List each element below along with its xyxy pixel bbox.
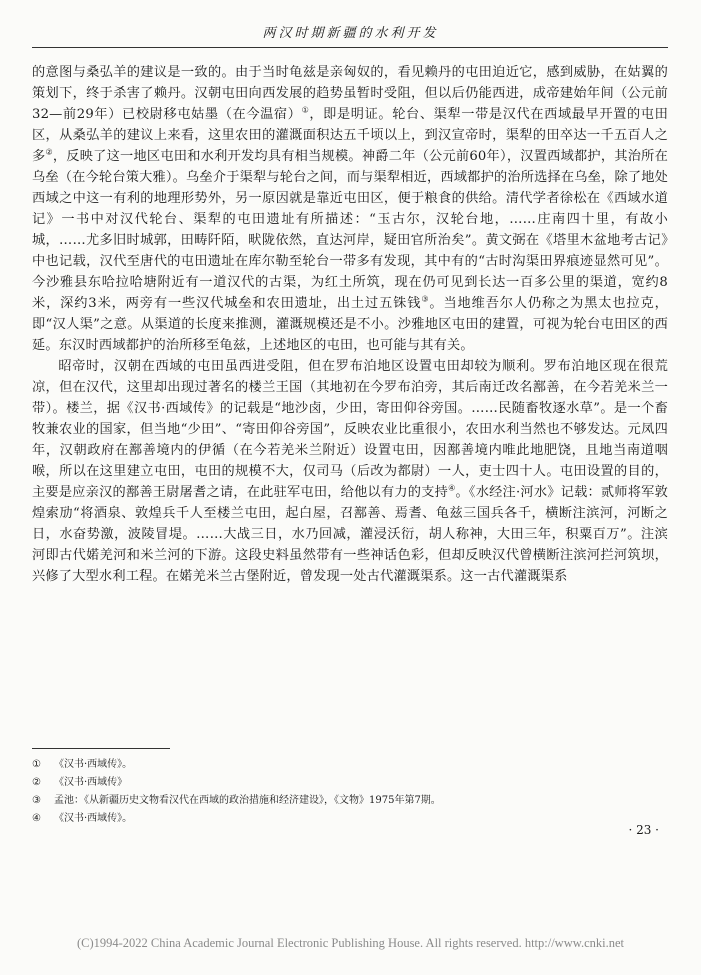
article-body (32, 62, 668, 587)
paragraph-1 (32, 62, 668, 356)
footnote-mark: ③ (32, 795, 41, 806)
paragraph-text: ，即是明证。轮台、渠犁一带是汉代在西域最早开置的屯田区，从桑弘羊的建议上来看，这里农田的灌溉面积达五千顷以上，到汉宣帝时，渠犁的田卒达一千五百人之多 (32, 107, 668, 164)
paragraph-text: ，反映了这一地区屯田和水利开发均具有相当规模。神爵二年（公元前60年），汉置西域都护，其治所在乌垒（在今轮台策大雅）。乌垒介于渠犁与轮台之间，而与渠犁相近，西域都护的治所选择在乌垒，除了地处西域之中这一有利的地理形势外，另一原因就是靠近屯田区，便于粮食的供给。清代学者徐松在《西域水道记》一书中对汉代轮台、渠犁的屯田遗址有所描述：“玉古尔，汉轮台地，……庄南四十里，有故小城，……尤多旧时城郭，田畴阡陌，畎陇依然，直达河岸，疑田官所治矣”。黄文弼在《塔里木盆地考古记》中也记载，汉代至唐代的屯田遗址在库尔勒至轮台一带多有发现，其中有的“古时沟渠田界痕迹显然可见”。今沙雅县东哈拉哈塘附近有一道汉代的古渠，为红土所筑，现在仍可见到长达一百多公里的渠道，宽约8米，深约3米，两旁有一些汉代城垒和农田遗址，出土过五铢钱 (32, 149, 668, 311)
footnote-rule (32, 748, 170, 749)
footnote-ref-3[interactable]: ③ (421, 294, 430, 304)
footnotes (32, 756, 668, 828)
footnote-mark: ② (32, 777, 41, 788)
copyright-watermark: (C)1994-2022 China Academic Journal Electronic Publishing House. All rights reserved. http://www.cnki.net (76, 936, 624, 950)
footnote-text: 《汉书·西域传》 (54, 777, 128, 788)
footnote-mark: ④ (32, 813, 41, 824)
footnote-text: 孟池：《从新疆历史文物看汉代在西域的政治措施和经济建设》，《文物》1975年第7期。 (54, 795, 441, 806)
header-rule (32, 47, 668, 48)
footnote-text: 《汉书·西域传》。 (54, 759, 133, 770)
footnote-mark: ① (32, 759, 41, 770)
footnote-ref-4[interactable]: ④ (448, 483, 456, 493)
footnote-2 (32, 774, 668, 792)
footnote-ref-2[interactable]: ② (45, 147, 53, 157)
paragraph-text: 的意图与桑弘羊的建议是一致的。由于当时龟兹是亲匈奴的，看见赖丹的屯田迫近它，感到威胁，在姑翼的策划下，终于杀害了赖丹。汉朝屯田向西发展的趋势虽暂时受阻，但以后仍能西进，成帝建始年间（公元前32—前29年）已校尉移屯姑墨（在今温宿） (32, 65, 668, 122)
footnote-3 (32, 792, 668, 810)
footnote-text: 《汉书·西域传》。 (54, 813, 133, 824)
footnote-4 (32, 810, 668, 828)
page-number: · 23 · (628, 823, 659, 837)
footnote-1 (32, 756, 668, 774)
paragraph-2 (32, 356, 668, 587)
footnote-ref-1[interactable]: ① (301, 105, 310, 115)
running-header: 两汉时期新疆的水利开发 (262, 26, 439, 41)
paragraph-text: 。当地维吾尔人仍称之为黑太也拉克，即“汉人渠”之意。从渠道的长度来推测，灌溉规模还是不小。沙雅地区屯田的建置，可视为轮台屯田区的西延。东汉时西域都护的治所移至龟兹，上述地区的屯田，也可能与其有关。 (32, 296, 668, 353)
paragraph-text: 昭帝时，汉朝在西域的屯田虽西进受阻，但在罗布泊地区设置屯田却较为顺利。罗布泊地区现在很荒凉，但在汉代，这里却出现过著名的楼兰王国（其地初在今罗布泊旁，其后南迁改名鄯善，在今若羌米兰一带）。楼兰，据《汉书·西域传》的记载是“地沙卤，少田，寄田仰谷旁国。……民随畜牧逐水草”。是一个畜牧兼农业的国家，但当地“少田”、“寄田仰谷旁国”，反映农业比重很小，农田水利当然也不够发达。元凤四年，汉朝政府在鄯善境内的伊循（在今若羌米兰附近）设置屯田，因鄯善境内唯此地肥饶，且地当南道咽喉，所以在这里建立屯田，屯田的规模不大，仅司马（后改为都尉）一人，吏士四十人。屯田设置的目的，主要是应亲汉的鄯善王尉屠耆之请，在此驻军屯田，给他以有力的支持 (32, 359, 668, 500)
paragraph-text: 。《水经注·河水》记载：贰师将军敦煌索劢“将酒泉、敦煌兵千人至楼兰屯田，起白屋，召鄯善、焉耆、龟兹三国兵各千，横断注滨河，河断之日，水奋势激，波陵冒堤。……大战三日，水乃回减，灌浸沃衍，胡人称神，大田三年，积粟百万”。注滨河即古代婼羌河和米兰河的下游。这段史料虽然带有一些神话色彩，但却反映汉代曾横断注滨河拦河筑坝，兴修了大型水利工程。在婼羌米兰古堡附近，曾发现一处古代灌溉渠系。这一古代灌溉渠系 (32, 485, 668, 584)
